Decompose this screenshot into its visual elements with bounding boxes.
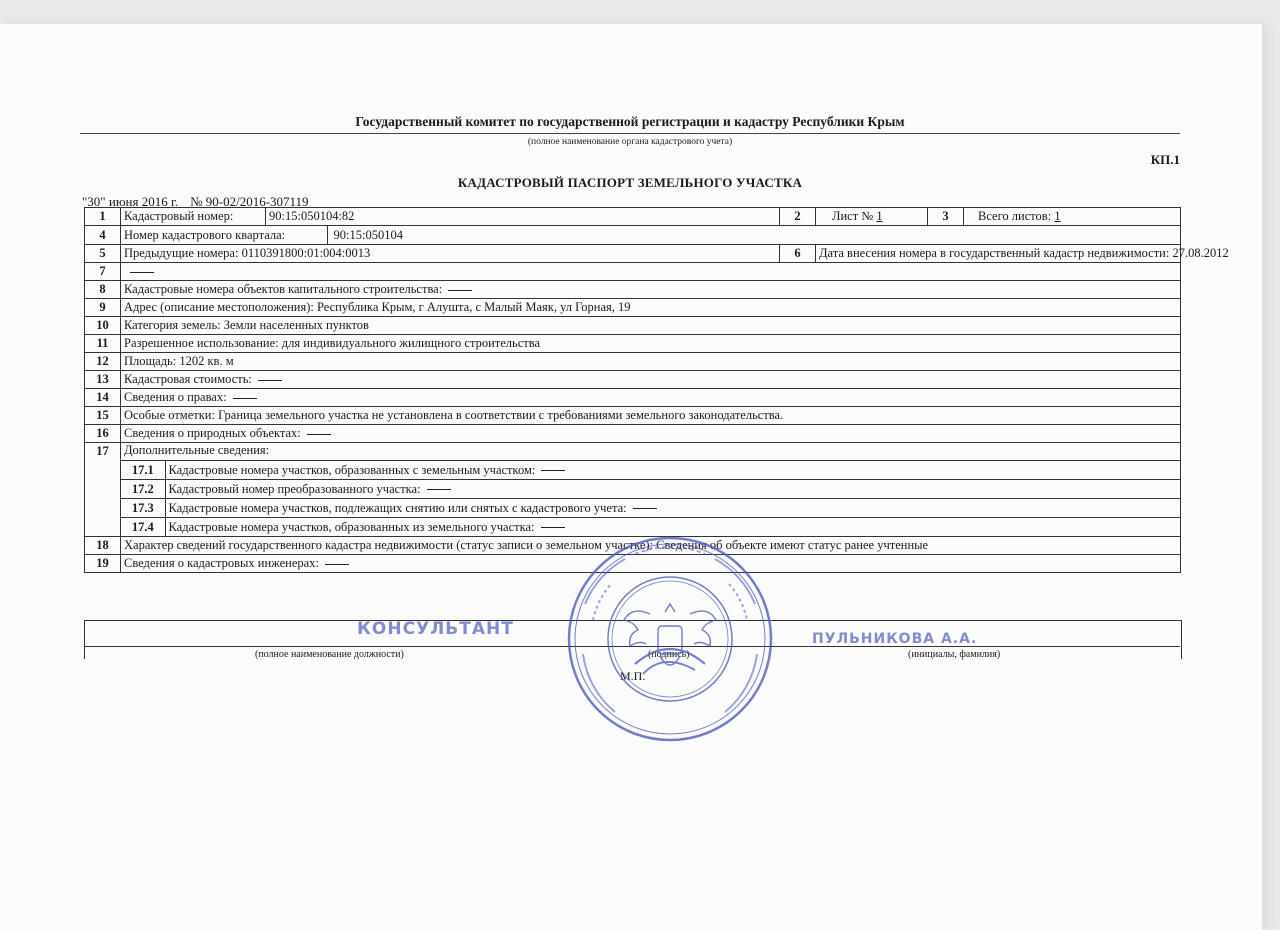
table-row-14 [85, 389, 1181, 407]
total-sheets-value: 1 [1054, 209, 1061, 223]
capital-objects: Кадастровые номера объектов капитального строительства: [124, 282, 443, 296]
row-number: 8 [85, 281, 121, 299]
sheet-number-label: Лист № [832, 209, 874, 223]
row-7-value [121, 263, 1181, 281]
row-number: 12 [85, 353, 121, 371]
organization-name: Государственный комитет по государственной регистрации и кадастру Республики Крым [355, 114, 905, 129]
row-number: 16 [85, 425, 121, 443]
natural-objects: Сведения о природных объектах: [124, 426, 301, 440]
row-number: 1 [85, 208, 121, 226]
empty-dash [448, 290, 472, 291]
quarter-label: Номер кадастрового квартала: [121, 226, 327, 244]
subrow-number: 17.1 [121, 461, 165, 480]
number-entry-date: Дата внесения номера в государственный кадастр недвижимости: 27.08.2012 [816, 245, 1181, 263]
empty-dash [427, 489, 451, 490]
sheet-number [816, 208, 928, 226]
cadastral-table [84, 207, 1229, 573]
table-row-4 [85, 226, 1181, 245]
table-row-1 [85, 208, 1181, 226]
name-stamp: ПУЛЬНИКОВА А.А. [812, 631, 978, 647]
empty-dash [325, 564, 349, 565]
row-number: 19 [85, 555, 121, 573]
table-row-7 [85, 263, 1181, 281]
row-number: 5 [85, 245, 121, 263]
row-number: 13 [85, 371, 121, 389]
organization-underline [80, 133, 1180, 134]
subrow-text: Кадастровый номер преобразованного участка: [168, 481, 421, 496]
table-row-11 [85, 335, 1181, 353]
empty-dash [541, 527, 565, 528]
row-number: 9 [85, 299, 121, 317]
subrow-text: Кадастровые номера участков, подлежащих снятию или снятых с кадастрового учета: [168, 500, 627, 515]
quarter-subtable [121, 226, 1180, 244]
row-number: 10 [85, 317, 121, 335]
row-number: 14 [85, 389, 121, 407]
total-sheets-label: Всего листов: [978, 209, 1052, 223]
row-number: 3 [928, 208, 964, 226]
table-row-16 [85, 425, 1181, 443]
land-category: Категория земель: Земли населенных пунктов [121, 317, 1181, 335]
table-row-9 [85, 299, 1181, 317]
cadastral-number-label: Кадастровый номер: [121, 208, 266, 226]
area: Площадь: 1202 кв. м [121, 353, 1181, 371]
position-stamp: КОНСУЛЬТАНТ [357, 619, 514, 639]
subrow-17-3 [121, 499, 1180, 518]
document-number: № 90-02/2016-307119 [190, 194, 309, 209]
address: Адрес (описание местоположения): Республика Крым, г Алушта, с Малый Маяк, ул Горная, 19 [121, 299, 1181, 317]
natural-objects-cell [121, 425, 1181, 443]
issue-date: "30" июня 2016 г. [82, 194, 179, 209]
cadastral-number-value: 90:15:050104:82 [266, 208, 780, 226]
cadastral-value: Кадастровая стоимость: [124, 372, 252, 386]
permitted-use: Разрешенное использование: для индивидуального жилищного строительства [121, 335, 1181, 353]
previous-numbers: Предыдущие номера: 0110391800:01:004:0013 [121, 245, 780, 263]
cadastral-value-cell [121, 371, 1181, 389]
empty-dash [258, 380, 282, 381]
engineers-info: Сведения о кадастровых инженерах: [124, 556, 319, 570]
row-number: 15 [85, 407, 121, 425]
subrow-text-cell [165, 499, 1180, 518]
empty-dash [633, 508, 657, 509]
rights-info-cell [121, 389, 1181, 407]
record-status: Характер сведений государственного кадастра недвижимости (статус записи о земельном участке): Сведения об объекте имеют статус ранее учтенные [121, 537, 1181, 555]
subrow-text-cell [165, 461, 1180, 480]
table-row-15 [85, 407, 1181, 425]
row-number: 2 [780, 208, 816, 226]
subrow-text-cell [165, 480, 1180, 499]
row-number: 11 [85, 335, 121, 353]
additional-info-cell [121, 443, 1181, 537]
total-sheets [964, 208, 1181, 226]
subrow-number: 17.2 [121, 480, 165, 499]
row-number: 17 [85, 443, 121, 537]
document-title: КАДАСТРОВЫЙ ПАСПОРТ ЗЕМЕЛЬНОГО УЧАСТКА [457, 175, 803, 190]
seal-place: М.П. [620, 669, 646, 683]
organization-caption: (полное наименование органа кадастрового учета) [527, 137, 733, 147]
rights-info: Сведения о правах: [124, 390, 227, 404]
table-row-5 [85, 245, 1181, 263]
row-number: 18 [85, 537, 121, 555]
table-row-12 [85, 353, 1181, 371]
document-sheet [0, 24, 1262, 930]
subrow-text: Кадастровые номера участков, образованных из земельного участка: [168, 519, 535, 534]
additional-info: Дополнительные сведения: [124, 443, 270, 457]
subrow-text: Кадастровые номера участков, образованных с земельным участком: [168, 462, 536, 477]
capital-objects-cell [121, 281, 1181, 299]
table-row-13 [85, 371, 1181, 389]
special-notes: Особые отметки: Граница земельного участка не установлена в соответствии с требованиями земельного законодательства. [121, 407, 1181, 425]
empty-dash [307, 434, 331, 435]
row-number: 6 [780, 245, 816, 263]
sheet-number-value: 1 [876, 209, 883, 223]
official-seal-icon [565, 534, 775, 744]
row-number: 4 [85, 226, 121, 245]
subrow-number: 17.3 [121, 499, 165, 518]
signature-caption: (подпись) [648, 649, 690, 660]
form-code: КП.1 [1150, 152, 1180, 167]
subrow-17-2 [121, 480, 1180, 499]
quarter-value: 90:15:050104 [333, 227, 403, 242]
additional-info-subtable [121, 460, 1180, 536]
quarter-cell [121, 226, 1181, 245]
empty-dash [130, 272, 154, 273]
table-row-17 [85, 443, 1181, 537]
table-row-10 [85, 317, 1181, 335]
subrow-17-1 [121, 461, 1180, 480]
empty-dash [541, 470, 565, 471]
position-caption: (полное наименование должности) [255, 649, 404, 660]
table-row-8 [85, 281, 1181, 299]
empty-dash [233, 398, 257, 399]
row-number: 7 [85, 263, 121, 281]
subrow-number: 17.4 [121, 518, 165, 537]
name-caption: (инициалы, фамилия) [908, 649, 1001, 660]
